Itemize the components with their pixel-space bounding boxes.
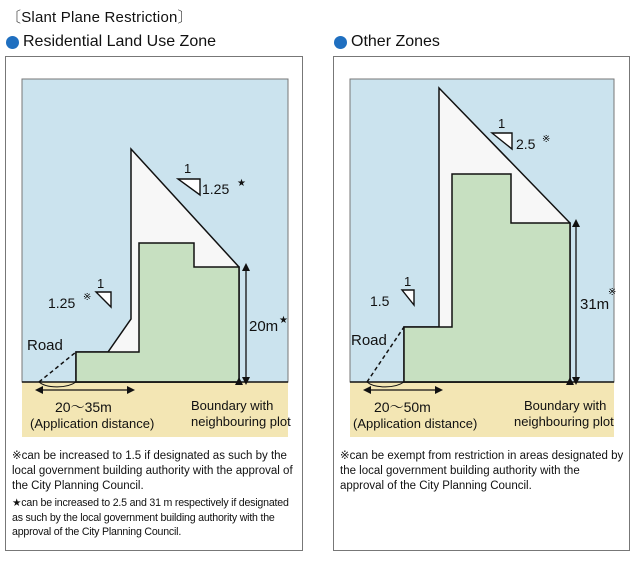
other-notes [340, 449, 624, 496]
other-heading [334, 33, 440, 51]
slope-bottom-rise: 1 [97, 276, 105, 291]
slope-bottom-run: 1.25 [48, 295, 76, 311]
slope-bottom-run: 1.5 [370, 293, 390, 309]
application-label: (Application distance) [30, 416, 155, 431]
boundary-label-2: neighbouring plot [191, 414, 291, 429]
slope-top-run: 1.25 [202, 181, 230, 197]
height-value: 31m [580, 296, 610, 313]
bullet-dot-icon [6, 36, 19, 49]
note-asterisk: ※can be increased to 1.5 if designated as such by the local government building authority with the approval of the City Planning Council. [12, 450, 293, 492]
height-mark: ★ [279, 315, 288, 326]
distance-label: 20～50m [374, 399, 431, 415]
slope-top-run: 2.5 [516, 136, 536, 152]
application-label: (Application distance) [353, 416, 478, 431]
residential-heading [6, 33, 216, 51]
road-label: Road [27, 337, 63, 354]
residential-notes [12, 449, 298, 542]
boundary-label-1: Boundary with [524, 398, 607, 413]
residential-heading-label: Residential Land Use Zone [23, 33, 217, 50]
road-label: Road [351, 332, 387, 349]
slope-top-mark: ★ [237, 178, 246, 189]
slope-top-rise: 1 [498, 116, 506, 131]
height-value: 20m [249, 318, 279, 335]
slope-bottom-mark: ※ [83, 292, 92, 303]
boundary-label-1: Boundary with [191, 398, 274, 413]
other-panel [333, 56, 630, 551]
distance-label: 20～35m [55, 399, 112, 415]
residential-panel [5, 56, 303, 551]
height-mark: ※ [608, 287, 617, 298]
page-title: 〔Slant Plane Restriction〕 [6, 9, 193, 26]
bullet-dot-icon [334, 36, 347, 49]
slope-bottom-rise: 1 [404, 274, 412, 289]
note-star: ★can be increased to 2.5 and 31 m respectively if designated as such by the local government building authority with the approval of the City Planning Council. [12, 497, 289, 538]
other-heading-label: Other Zones [351, 33, 440, 50]
slope-top-mark: ※ [542, 134, 551, 145]
slope-top-rise: 1 [184, 161, 192, 176]
boundary-label-2: neighbouring plot [514, 414, 614, 429]
note-asterisk: ※can be exempt from restriction in areas designated by the local government building authority with the approval of the City Planning Council. [340, 450, 624, 492]
residential-diagram [6, 57, 302, 437]
other-diagram [334, 57, 629, 437]
